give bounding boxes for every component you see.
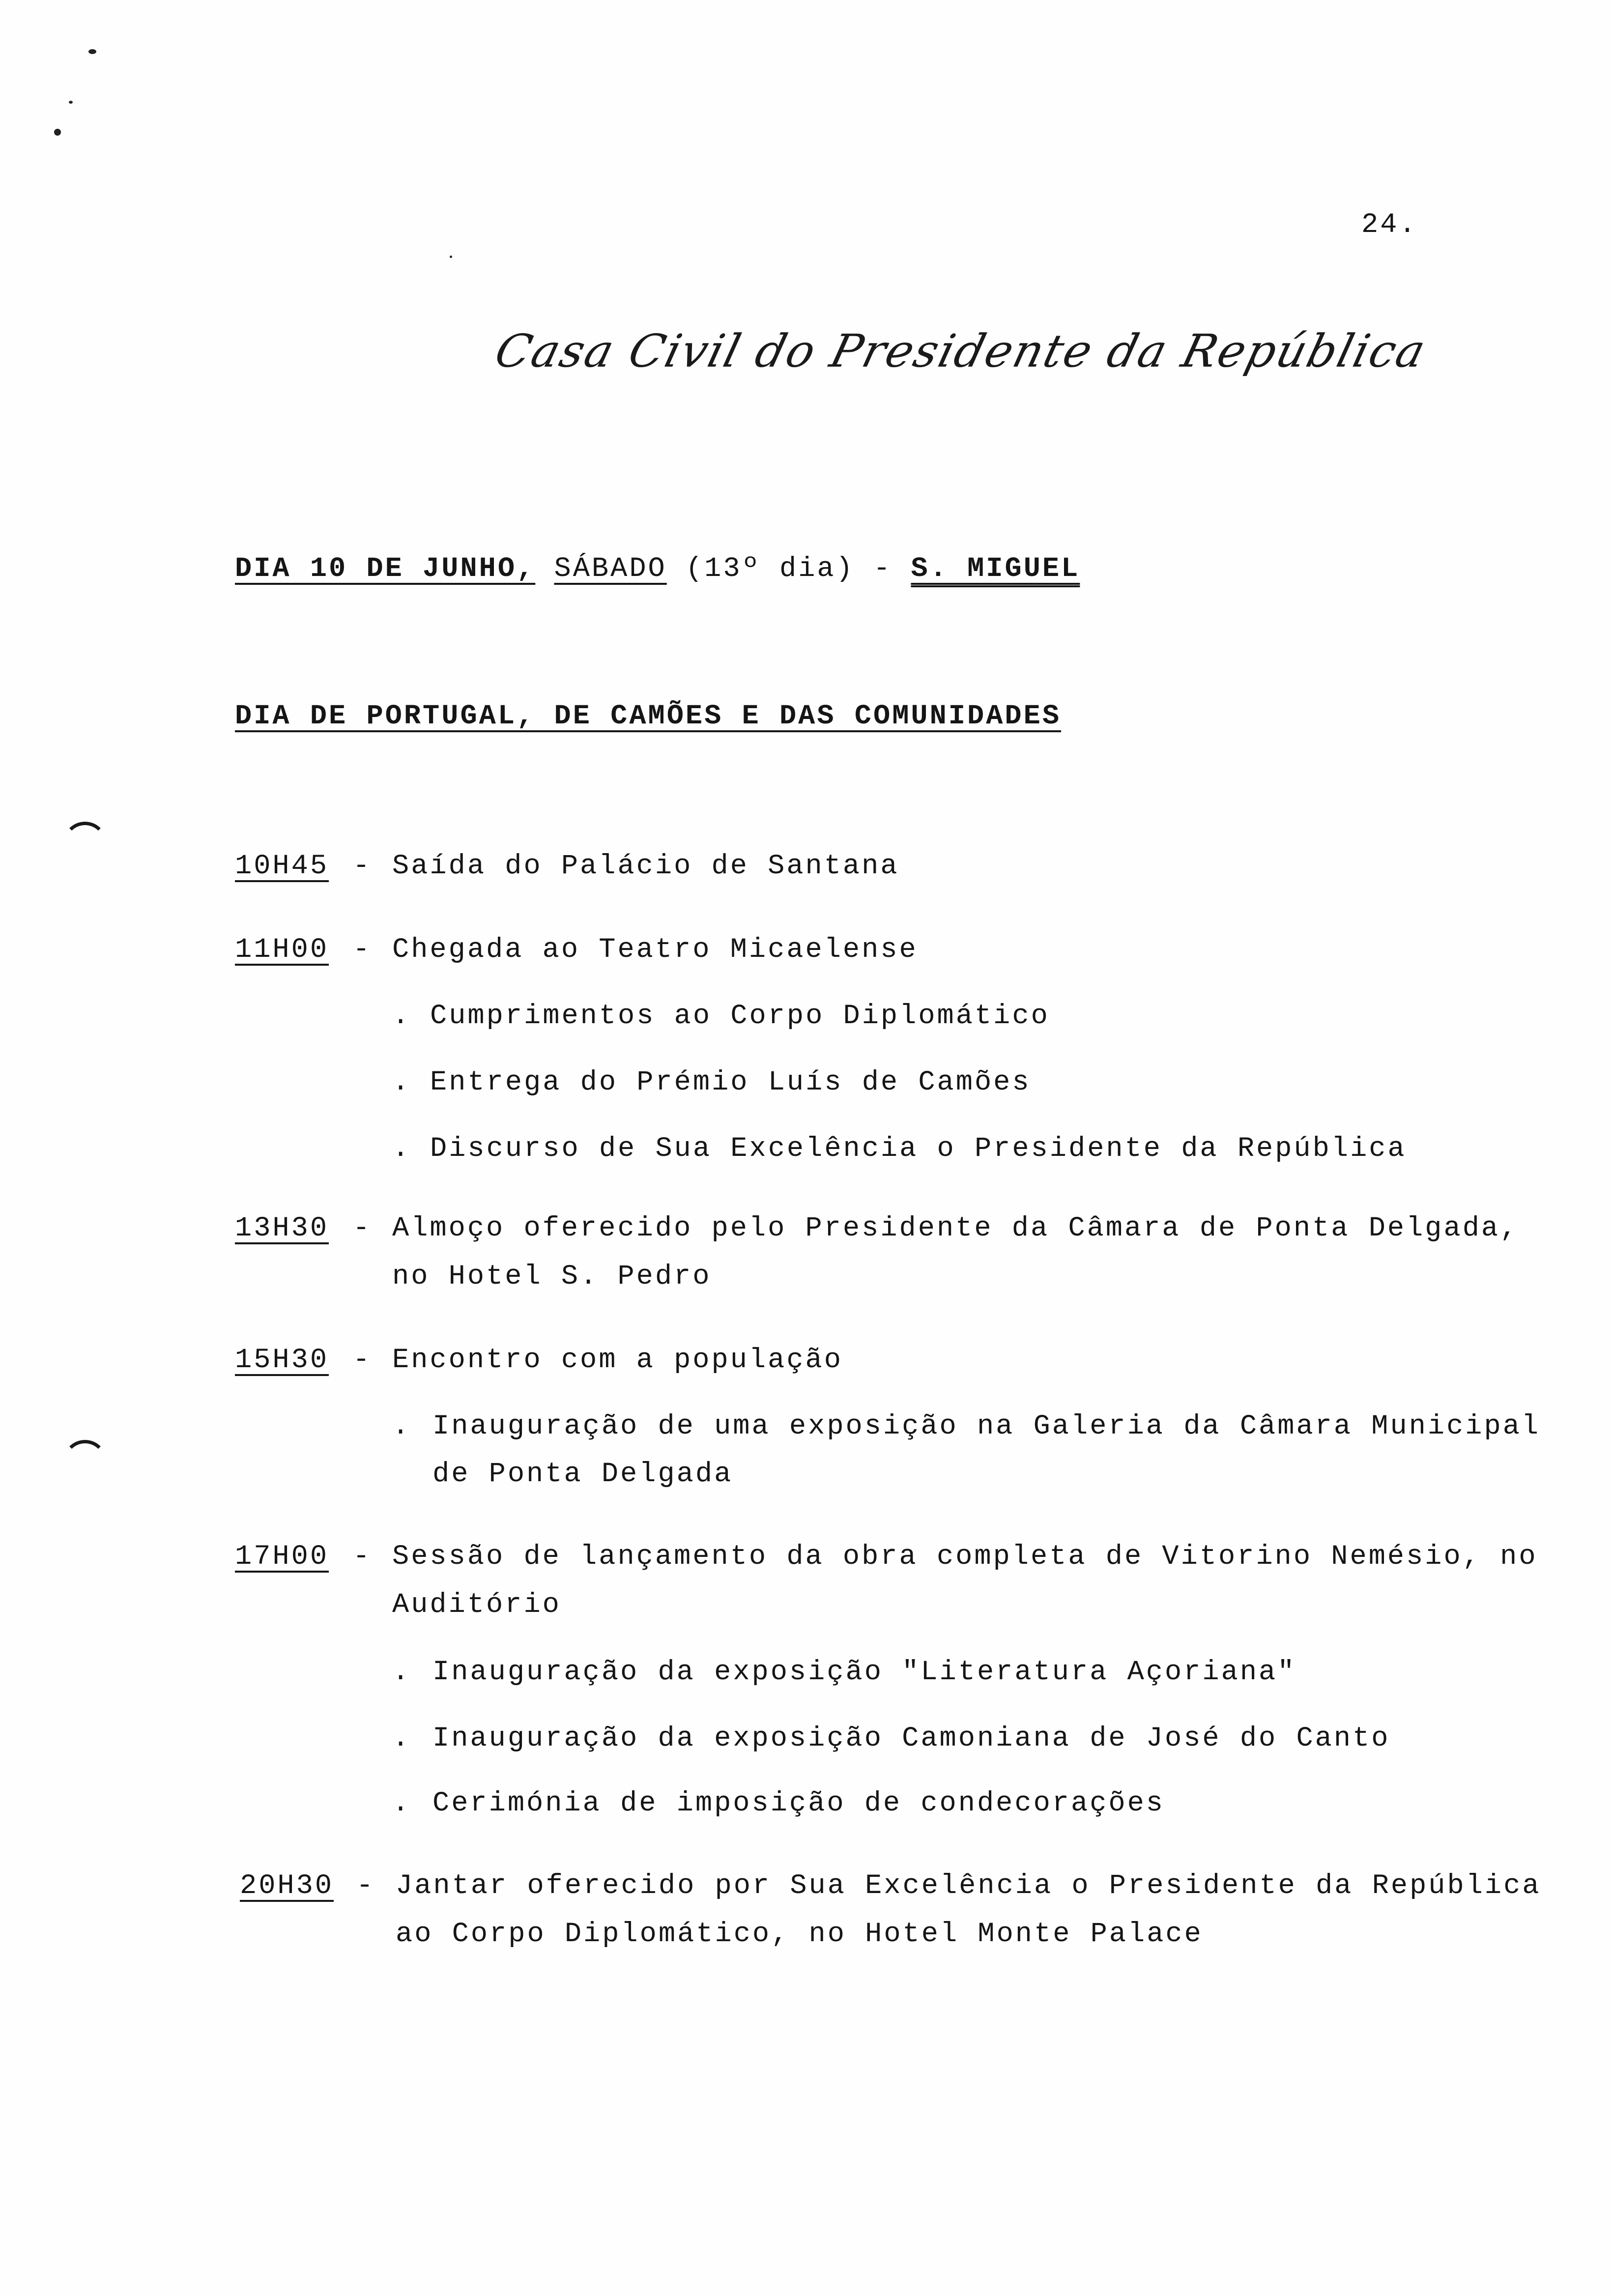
header-date: DIA 10 DE JUNHO, <box>235 553 536 585</box>
sub-item: Inauguração da exposição "Literatura Açoriana" <box>432 1657 1296 1688</box>
entry-line: Chegada ao Teatro Micaelense <box>392 934 918 966</box>
header-place: S. MIGUEL <box>911 553 1080 585</box>
sub-item: Inauguração da exposição Camoniana de José do Canto <box>432 1723 1390 1754</box>
sub-item-continued: de Ponta Delgada <box>432 1459 733 1490</box>
sub-item-bullet: . <box>392 1001 411 1032</box>
sub-item-bullet: . <box>392 1723 411 1754</box>
entry-dash: - <box>353 851 372 882</box>
sub-item-bullet: . <box>392 1067 411 1098</box>
header-separator: - <box>873 553 892 585</box>
punch-hole-top <box>63 822 107 866</box>
entry-line-continued: ao Corpo Diplomático, no Hotel Monte Palace <box>396 1919 1203 1950</box>
entry-line-continued: no Hotel S. Pedro <box>392 1261 712 1292</box>
entry-time: 13H30 <box>235 1213 329 1244</box>
entry-line: Sessão de lançamento da obra completa de Vitorino Nemésio, no <box>392 1541 1538 1573</box>
header-day-count: (13º dia) <box>685 553 855 585</box>
sub-item-bullet: . <box>392 1788 411 1819</box>
scan-speck-1 <box>88 49 96 54</box>
entry-time: 17H00 <box>235 1541 329 1573</box>
entry-dash: - <box>353 1345 372 1376</box>
entry-line: Saída do Palácio de Santana <box>392 851 899 882</box>
sub-item: Inauguração de uma exposição na Galeria da Câmara Municipal <box>432 1411 1541 1442</box>
sub-item-bullet: . <box>392 1657 411 1688</box>
header-weekday: SÁBADO <box>554 553 667 585</box>
entry-time: 11H00 <box>235 934 329 966</box>
entry-dash: - <box>353 1541 372 1573</box>
entry-line: Jantar oferecido por Sua Excelência o Presidente da República <box>396 1870 1541 1902</box>
entry-dash: - <box>353 1213 372 1244</box>
scan-speck-4 <box>450 256 452 258</box>
entry-line-continued: Auditório <box>392 1589 561 1621</box>
entry-time: 20H30 <box>240 1870 334 1902</box>
scan-speck-2 <box>69 101 73 104</box>
entry-time: 10H45 <box>235 851 329 882</box>
sub-item: Entrega do Prémio Luís de Camões <box>430 1067 1031 1098</box>
entry-line: Almoço oferecido pelo Presidente da Câmara de Ponta Delgada, <box>392 1213 1519 1244</box>
sub-item: Cumprimentos ao Corpo Diplomático <box>430 1001 1050 1032</box>
sub-item: Discurso de Sua Excelência o Presidente da República <box>430 1133 1407 1165</box>
page-number: 24. <box>1361 209 1418 241</box>
letterhead: Casa Civil do Presidente da República <box>489 325 1432 377</box>
scan-speck-3 <box>54 129 61 136</box>
header-line-2: DIA DE PORTUGAL, DE CAMÕES E DAS COMUNIDADES <box>235 701 1062 732</box>
entry-time: 15H30 <box>235 1345 329 1376</box>
sub-item-bullet: . <box>392 1133 411 1165</box>
entry-dash: - <box>356 1870 375 1902</box>
punch-hole-bottom <box>63 1440 107 1484</box>
entry-dash: - <box>353 934 372 966</box>
sub-item: Cerimónia de imposição de condecorações <box>432 1788 1165 1819</box>
header-line-1 <box>235 555 1080 583</box>
entry-line: Encontro com a população <box>392 1345 843 1376</box>
sub-item-bullet: . <box>392 1411 411 1442</box>
